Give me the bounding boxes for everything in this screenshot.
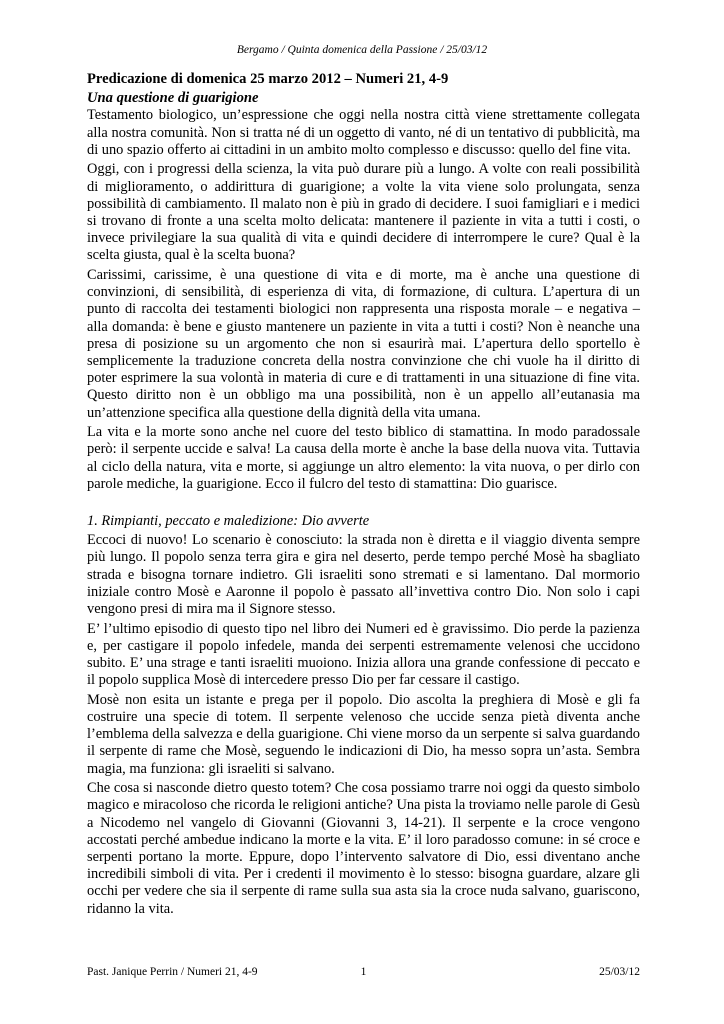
paragraph: Testamento biologico, un’espressione che oggi nella nostra città viene strettamente collegata alla nostra comunità. Non si tratta né di un oggetto di vanto, né di un tentativo di pubblicità, ma di uno spazio offerto ai cittadini in un ambito molto complesso e discusso: quello del fine vita. [87, 107, 640, 158]
footer-author-reference: Past. Janique Perrin / Numeri 21, 4-9 [87, 966, 258, 978]
paragraph: Carissimi, carissime, è una questione di vita e di morte, ma è anche una questione di convinzioni, di sensibilità, di esperienza di vita, di formazione, di cultura. L’apertura di un punto di raccolta dei testamenti biologici non rappresenta una risposta morale – e negativa – alla domanda: è bene e giusto mantenere un paziente in vita a tutti i costi? Non è neanche una presa di posizione su un argomento che non si esaurirà mai. L’apertura dello sportello è semplicemente la traduzione concreta della nostra convinzione che chi vuole ha il diritto di poter esprimere la sua volontà in materia di cure e di trattamenti in una situazione di fine vita. Questo diritto non è un obbligo ma una possibilità, non è un appello all’eutanasia ma un’attenzione specifica alla questione della dignità della vita umana. [87, 267, 640, 421]
page-number: 1 [360, 966, 367, 978]
paragraph: Oggi, con i progressi della scienza, la vita può durare più a lungo. A volte con reali possibilità di miglioramento, o addirittura di guarigione; a volte la vita viene solo prolungata, senza possibilità di cambiamento. Il malato non è più in grado di decidere. I suoi famigliari e i medici si trovano di fronte a una scelta molto delicata: mantenere il paziente in vita a tutti i costi, o invece privilegiare la sua qualità di vita e quindi decidere di interrompere le cure? Qual è la scelta giusta, qual è la scelta buona? [87, 161, 640, 264]
page-header: Bergamo / Quinta domenica della Passione / 25/03/12 [236, 44, 488, 56]
section-heading: 1. Rimpianti, peccato e maledizione: Dio avverte [87, 513, 370, 530]
paragraph: La vita e la morte sono anche nel cuore del testo biblico di stamattina. In modo paradossale però: il serpente uccide e salva! La causa della morte è anche la base della nuova vita. Tuttavia al ciclo della natura, vita e morte, si aggiunge un altro elemento: la vita nuova, o per dirlo con parole mediche, la guarigione. Ecco il fulcro del testo di stamattina: Dio guarisce. [87, 424, 640, 492]
footer-date: 25/03/12 [599, 966, 640, 978]
paragraph: Eccoci di nuovo! Lo scenario è conosciuto: la strada non è diretta e il viaggio diventa sempre più lungo. Il popolo senza terra gira e gira nel deserto, perde tempo perché Mosè ha sbagliato strada e bisogna tornare indietro. Gli israeliti sono stremati e si lamentano. Dal mormorio iniziale contro Mosè e Aaronne il popolo è passato all’invettiva contro Dio. Non solo i capi vengono presi di mira ma il Signore stesso. [87, 532, 640, 618]
paragraph: E’ l’ultimo episodio di questo tipo nel libro dei Numeri ed è gravissimo. Dio perde la pazienza e, per castigare il popolo infedele, manda dei serpenti estremamente velenosi che uccidono subito. E’ una strage e tanti israeliti muoiono. Inizia allora una grande confessione di peccato e il popolo supplica Mosè di intercedere presso Dio per far cessare il castigo. [87, 620, 640, 689]
page-footer [87, 966, 640, 982]
document-subtitle: Una questione di guarigione [87, 90, 259, 107]
document-title: Predicazione di domenica 25 marzo 2012 – Numeri 21, 4-9 [87, 71, 449, 87]
document-body [87, 71, 640, 920]
paragraph: Mosè non esita un istante e prega per il popolo. Dio ascolta la preghiera di Mosè e gli fa costruire una specie di totem. Il serpente velenoso che uccide senza pietà diventa anche l’emblema della salvezza e della guarigione. Chi viene morso da un serpente si salva guardando il serpente di rame che Mosè, seguendo le indicazioni di Dio, ha messo sopra un’asta. Sembra magia, ma funziona: gli israeliti si salvano. [87, 691, 640, 777]
paragraph: Che cosa si nasconde dietro questo totem? Che cosa possiamo trarre noi oggi da questo simbolo magico e miracoloso che ricorda le religioni antiche? Una pista la troviamo nelle parole di Gesù a Nicodemo nel vangelo di Giovanni (Giovanni 3, 14-21). Il serpente e la croce vengono accostati perché ambedue indicano la morte e la vita. E’ il loro paradosso comune: in sé croce e serpenti portano la morte. Eppure, dopo l’intervento salvatore di Dio, essi diventano anche incredibili simboli di vita. Per i credenti il movimento è lo stesso: bisogna guardare, alzare gli occhi per vedere che sia il serpente di rame sulla sua asta sia la croce nuda salvano, guariscono, ridanno la vita. [87, 780, 640, 917]
